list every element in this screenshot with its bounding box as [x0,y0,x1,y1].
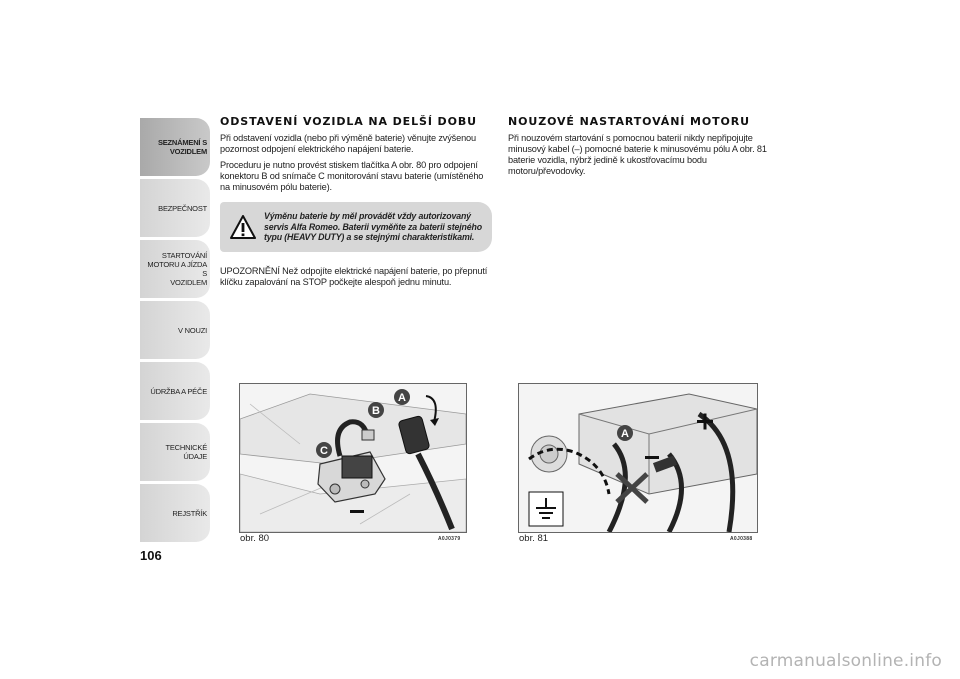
page-number: 106 [140,548,162,563]
label-c [316,442,332,458]
tab-v-nouzi[interactable]: V NOUZI [140,301,210,359]
figure-81-code: A0J0388 [730,536,753,542]
label-b [368,402,384,418]
plus-mark-v [704,414,707,430]
figure-81-caption: obr. 81 [519,533,549,544]
section-heading-nouzove: NOUZOVÉ NASTARTOVÁNÍ MOTORU [508,115,750,128]
tab-bezpecnost[interactable]: BEZPEČNOST [140,179,210,237]
warning-box [220,202,492,252]
warning-text: Výměnu baterie by měl provádět vždy autorizovaný servis Alfa Romeo. Baterii vyměňte za baterii stejného typu (HEAVY DUTY) a se stejnými charakteristikami. [264,211,482,243]
tab-seznameni[interactable]: SEZNÁMENÍ S VOZIDLEM [140,118,210,176]
svg-text:C: C [320,445,328,457]
battery-connector-illustration [240,384,466,532]
tab-rejstrik[interactable]: REJSTŘÍK [140,484,210,542]
paragraph: UPOZORNĚNÍ Než odpojíte elektrické napájení baterie, po přepnutí klíčku zapalování na STOP počkejte alespoň jednu minutu. [220,266,488,287]
label-a [394,389,410,405]
section-heading-odstaveni: ODSTAVENÍ VOZIDLA NA DELŠÍ DOBU [220,115,477,128]
paragraph: Proceduru je nutno provést stiskem tlačítka A obr. 80 pro odpojení konektoru B od snímače C monitorování stavu baterie (umístěného na minusovém pólu baterie). [220,160,484,192]
minus-mark [350,510,364,513]
figure-80-code: A0J0379 [438,536,461,542]
svg-text:A: A [398,392,406,404]
figure-80-battery-connector [239,383,467,533]
watermark: carmanualsonline.info [749,651,942,671]
paragraph: Při nouzovém startování s pomocnou baterií nikdy nepřipojujte minusový kabel (–) pomocné baterie k minusovému pólu A obr. 81 baterie vozidla, nýbrž jedině k ukostřovacímu bodu motoru/převodovky. [508,133,767,176]
svg-text:B: B [372,405,380,417]
tab-startovani[interactable]: STARTOVÁNÍ MOTORU A JÍZDA S VOZIDLEM [140,240,210,298]
warning-icon [230,215,256,239]
tab-technicke-udaje[interactable]: TECHNICKÉ ÚDAJE [140,423,210,481]
jump-start-illustration [519,384,757,532]
svg-text:A: A [621,428,629,440]
figure-81-jump-start [518,383,758,533]
right-column [508,115,770,182]
minus-mark [645,456,659,459]
tab-udrzba[interactable]: ÚDRŽBA A PÉČE [140,362,210,420]
paragraph: Při odstavení vozidla (nebo při výměně baterie) věnujte zvýšenou pozornost odpojení elektrického napájení baterie. [220,133,476,154]
left-column [220,115,492,293]
chapter-tabs [140,118,210,545]
label-a [617,425,633,441]
figure-80-caption: obr. 80 [240,533,270,544]
